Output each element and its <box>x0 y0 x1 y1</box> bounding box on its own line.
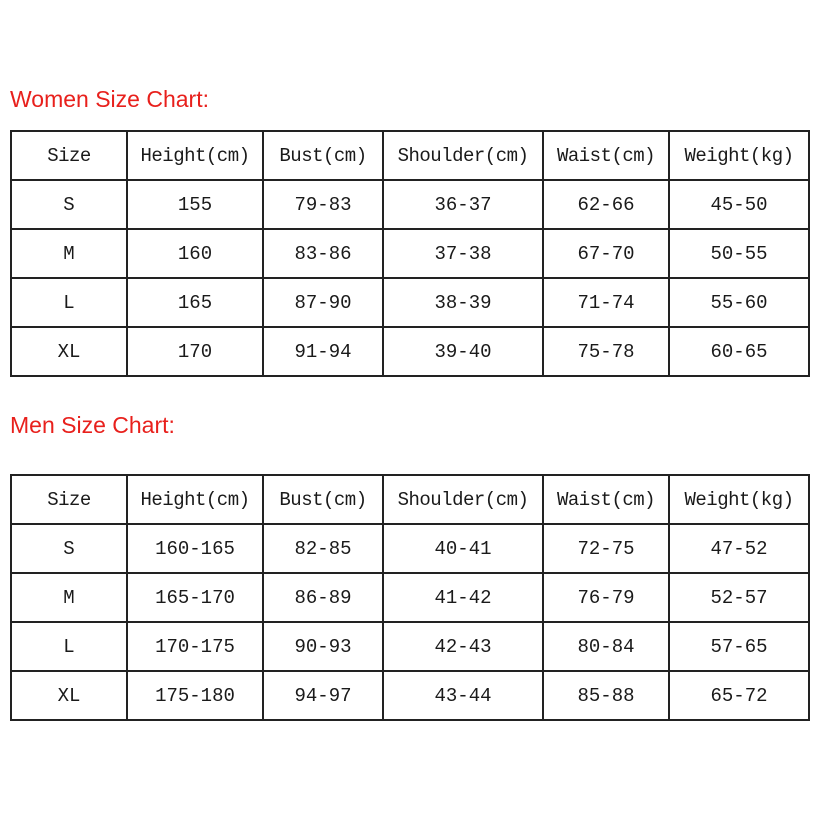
cell-weight: 52-57 <box>669 573 809 622</box>
cell-shoulder: 43-44 <box>383 671 543 720</box>
cell-waist: 75-78 <box>543 327 669 376</box>
cell-height: 170-175 <box>127 622 263 671</box>
header-shoulder: Shoulder(cm) <box>383 475 543 524</box>
header-size: Size <box>11 475 127 524</box>
cell-weight: 45-50 <box>669 180 809 229</box>
men-size-chart-title: Men Size Chart: <box>10 412 175 438</box>
cell-shoulder: 36-37 <box>383 180 543 229</box>
cell-shoulder: 40-41 <box>383 524 543 573</box>
cell-height: 155 <box>127 180 263 229</box>
cell-size: XL <box>11 327 127 376</box>
cell-waist: 85-88 <box>543 671 669 720</box>
table-header-row <box>11 475 809 524</box>
women-size-chart-title: Women Size Chart: <box>10 86 209 112</box>
cell-bust: 82-85 <box>263 524 383 573</box>
cell-size: M <box>11 573 127 622</box>
cell-weight: 55-60 <box>669 278 809 327</box>
header-bust: Bust(cm) <box>263 131 383 180</box>
table-row <box>11 278 809 327</box>
table-header-row <box>11 131 809 180</box>
cell-height: 165-170 <box>127 573 263 622</box>
header-height: Height(cm) <box>127 131 263 180</box>
cell-shoulder: 41-42 <box>383 573 543 622</box>
cell-size: L <box>11 278 127 327</box>
table-row <box>11 327 809 376</box>
cell-bust: 79-83 <box>263 180 383 229</box>
header-waist: Waist(cm) <box>543 475 669 524</box>
cell-size: L <box>11 622 127 671</box>
table-row <box>11 229 809 278</box>
cell-weight: 57-65 <box>669 622 809 671</box>
cell-bust: 86-89 <box>263 573 383 622</box>
men-size-table <box>10 474 810 721</box>
cell-waist: 71-74 <box>543 278 669 327</box>
table-row <box>11 180 809 229</box>
cell-height: 160 <box>127 229 263 278</box>
cell-waist: 80-84 <box>543 622 669 671</box>
cell-shoulder: 37-38 <box>383 229 543 278</box>
table-row <box>11 671 809 720</box>
cell-shoulder: 39-40 <box>383 327 543 376</box>
cell-height: 165 <box>127 278 263 327</box>
cell-size: M <box>11 229 127 278</box>
header-weight: Weight(kg) <box>669 475 809 524</box>
header-weight: Weight(kg) <box>669 131 809 180</box>
cell-shoulder: 38-39 <box>383 278 543 327</box>
cell-bust: 87-90 <box>263 278 383 327</box>
cell-size: XL <box>11 671 127 720</box>
cell-size: S <box>11 180 127 229</box>
cell-size: S <box>11 524 127 573</box>
cell-height: 160-165 <box>127 524 263 573</box>
table-row <box>11 524 809 573</box>
table-row <box>11 622 809 671</box>
cell-height: 175-180 <box>127 671 263 720</box>
cell-weight: 47-52 <box>669 524 809 573</box>
women-size-table <box>10 130 810 377</box>
header-height: Height(cm) <box>127 475 263 524</box>
cell-waist: 67-70 <box>543 229 669 278</box>
cell-bust: 90-93 <box>263 622 383 671</box>
cell-weight: 65-72 <box>669 671 809 720</box>
cell-weight: 50-55 <box>669 229 809 278</box>
cell-bust: 94-97 <box>263 671 383 720</box>
cell-bust: 83-86 <box>263 229 383 278</box>
header-shoulder: Shoulder(cm) <box>383 131 543 180</box>
cell-weight: 60-65 <box>669 327 809 376</box>
cell-height: 170 <box>127 327 263 376</box>
cell-waist: 76-79 <box>543 573 669 622</box>
cell-bust: 91-94 <box>263 327 383 376</box>
table-row <box>11 573 809 622</box>
cell-waist: 62-66 <box>543 180 669 229</box>
header-size: Size <box>11 131 127 180</box>
cell-shoulder: 42-43 <box>383 622 543 671</box>
header-bust: Bust(cm) <box>263 475 383 524</box>
cell-waist: 72-75 <box>543 524 669 573</box>
header-waist: Waist(cm) <box>543 131 669 180</box>
